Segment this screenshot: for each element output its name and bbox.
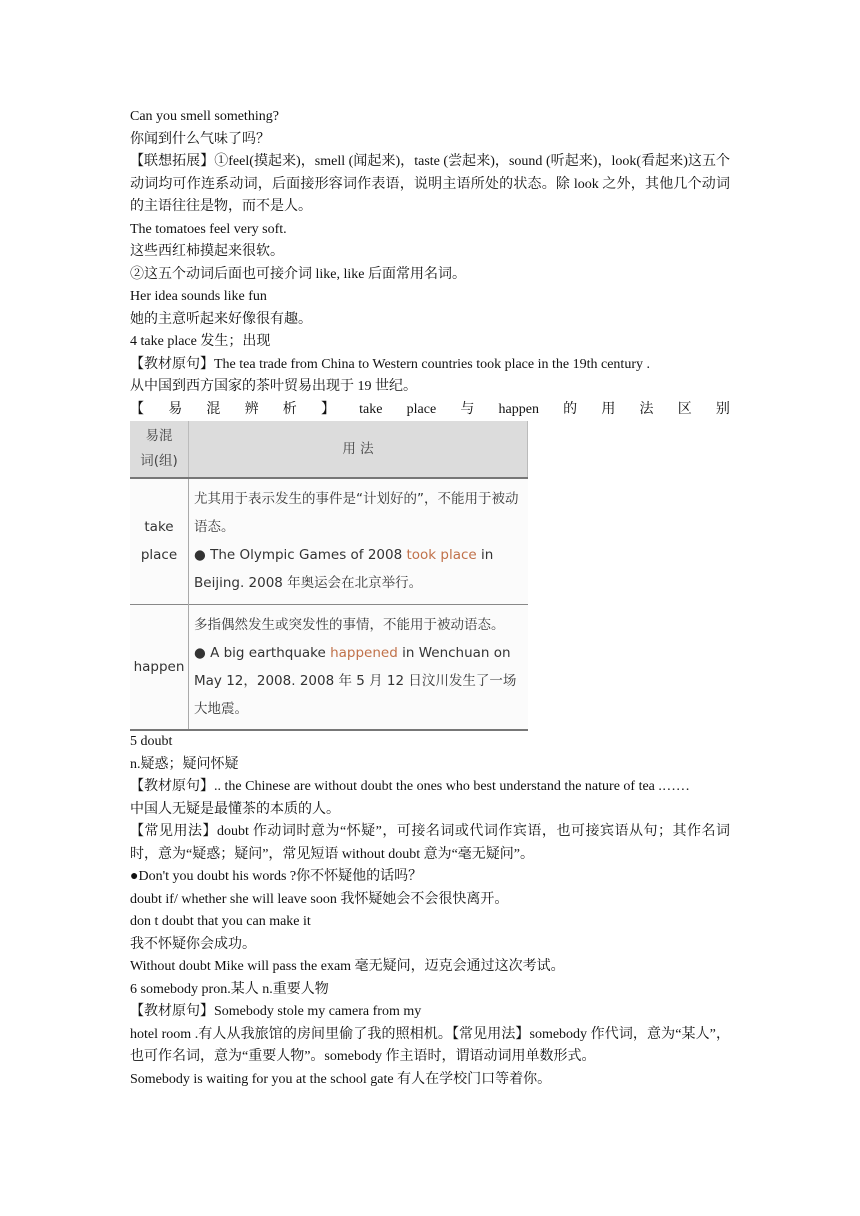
table-row bbox=[130, 604, 528, 730]
document-body bbox=[130, 106, 730, 1091]
highlight-term: happened bbox=[330, 644, 398, 661]
text-line: ②这五个动词后面也可接介词 like, like 后面常用名词。 bbox=[130, 266, 466, 282]
usage-table-image bbox=[130, 421, 528, 731]
text-line: n.疑惑；疑问怀疑 bbox=[130, 756, 239, 772]
text-line: don t doubt that you can make it bbox=[130, 914, 311, 929]
text-line: 这些西红柿摸起来很软。 bbox=[130, 244, 284, 259]
paragraph-somebody: hotel room .有人从我旅馆的房间里偷了我的照相机。【常见用法】somebody 作代词，意为“某人”，也可作名词，意为“重要人物”。somebody 作主语时，谓语动词用单数形式。 bbox=[130, 1026, 730, 1064]
text-line: ●Don't you doubt his words ?你不怀疑他的话吗？ bbox=[130, 869, 423, 884]
table-cell-word: take place bbox=[130, 478, 189, 604]
text-line: 中国人无疑是最懂茶的本质的人。 bbox=[130, 801, 340, 817]
table-cell-usage: 多指偶然发生或突发性的事情，不能用于被动语态。 ● A big earthquake happened in Wenchuan on May 12，2008. 2008 年 5 月 12 日汶川发生了一场大地震。 bbox=[189, 604, 528, 730]
text-line: Can you smell something? bbox=[130, 109, 279, 124]
text-line: 【教材原句】.. the Chinese are without doubt the ones who best understand the nature of tea .…… bbox=[130, 779, 690, 794]
section-heading-doubt: 5 doubt bbox=[130, 734, 173, 749]
text-line: 你闻到什么气味了吗？ bbox=[130, 131, 270, 147]
section-heading-take-place: 4 take place 发生；出现 bbox=[130, 334, 271, 349]
text-line: Somebody is waiting for you at the school gate 有人在学校门口等着你。 bbox=[130, 1071, 552, 1087]
table-cell-word: happen bbox=[130, 604, 189, 730]
text-line: 【教材原句】Somebody stole my camera from my bbox=[130, 1004, 422, 1019]
text-line: 我不怀疑你会成功。 bbox=[130, 936, 256, 952]
table-header-word: 易混 词(组) bbox=[130, 421, 189, 478]
text-line: The tomatoes feel very soft. bbox=[130, 221, 287, 237]
table-header-usage: 用 法 bbox=[189, 421, 528, 478]
usage-table bbox=[130, 421, 528, 731]
paragraph-association: 【联想拓展】①feel(摸起来)，smell (闻起来)，taste (尝起来)，sound (听起来)，look(看起来)这五个动词均可作连系动词，后面接形容词作表语，说明主语所处的状态。除 look 之外，其他几个动词的主语往往是物，而不是人。 bbox=[130, 154, 730, 214]
text-line: Without doubt Mike will pass the exam 毫无疑问，迈克会通过这次考试。 bbox=[130, 959, 565, 974]
text-line: Her idea sounds like fun bbox=[130, 289, 267, 304]
text-line: 她的主意听起来好像很有趣。 bbox=[130, 311, 312, 327]
text-line: 【教材原句】The tea trade from China to Western countries took place in the 19th century . bbox=[130, 356, 650, 372]
table-row bbox=[130, 478, 528, 604]
text-line: doubt if/ whether she will leave soon 我怀疑她会不会很快离开。 bbox=[130, 891, 509, 907]
paragraph-common-usage: 【常见用法】doubt 作动词时意为“怀疑”，可接名词或代词作宾语，也可接宾语从句；其作名词时，意为“疑惑；疑问”，常见短语 without doubt 意为“毫无疑问”。 bbox=[130, 824, 730, 862]
section-heading-somebody: 6 somebody pron.某人 n.重要人物 bbox=[130, 981, 329, 997]
text-line: 从中国到西方国家的茶叶贸易出现于 19 世纪。 bbox=[130, 379, 417, 394]
highlight-term: took place bbox=[406, 547, 477, 564]
confusion-heading: 【 易 混 辨 析 】 take place 与 happen 的 用 法 区 别 bbox=[130, 401, 730, 417]
table-cell-usage: 尤其用于表示发生的事件是“计划好的”，不能用于被动语态。 ● The Olympic Games of 2008 took place in Beijing. 2008 年奥运会在北京举行。 bbox=[189, 478, 528, 604]
